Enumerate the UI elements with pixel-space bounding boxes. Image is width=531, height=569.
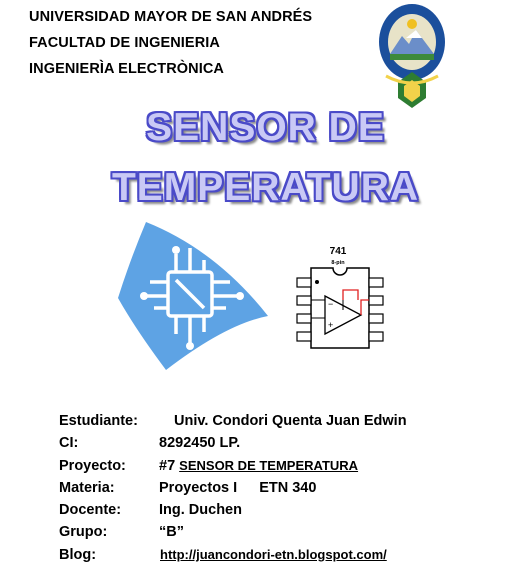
university-name: UNIVERSIDAD MAYOR DE SAN ANDRÉS: [29, 9, 313, 25]
subject-label: Materia:: [59, 479, 115, 496]
project-number: #7: [159, 457, 176, 474]
group-value: “B”: [159, 524, 184, 541]
svg-text:−: −: [328, 299, 334, 309]
university-seal-icon: [376, 2, 448, 110]
project-title: SENSOR DE TEMPERATURA: [179, 457, 359, 473]
subject-code: ETN 340: [259, 479, 317, 496]
student-label: Estudiante:: [59, 413, 138, 429]
subject-value: Proyectos I: [159, 479, 238, 496]
career-name: INGENIERÌA ELECTRÒNICA: [29, 61, 225, 77]
ic-pins-label: 8-pin: [331, 260, 345, 266]
ic-part-label: 741: [329, 246, 347, 257]
circuit-chip-logo-icon: [116, 220, 270, 372]
teacher-label: Docente:: [59, 502, 122, 519]
ci-value: 8292450 LP.: [159, 435, 241, 452]
faculty-name: FACULTAD DE INGENIERIA: [29, 35, 220, 51]
student-value: Univ. Condori Quenta Juan Edwin: [174, 413, 407, 429]
teacher-value: Ing. Duchen: [159, 502, 242, 519]
project-label: Proyecto:: [59, 457, 126, 474]
title-line-1: SENSOR DE: [146, 106, 385, 149]
group-label: Grupo:: [59, 524, 108, 541]
ic-741-pinout-diagram: [290, 240, 390, 352]
blog-label: Blog:: [59, 546, 97, 563]
ci-label: CI:: [59, 435, 79, 452]
title-line-2: TEMPERATURA: [111, 166, 420, 209]
svg-text:+: +: [328, 320, 334, 330]
blog-link[interactable]: http://juancondori-etn.blogspot.com/: [160, 546, 387, 562]
